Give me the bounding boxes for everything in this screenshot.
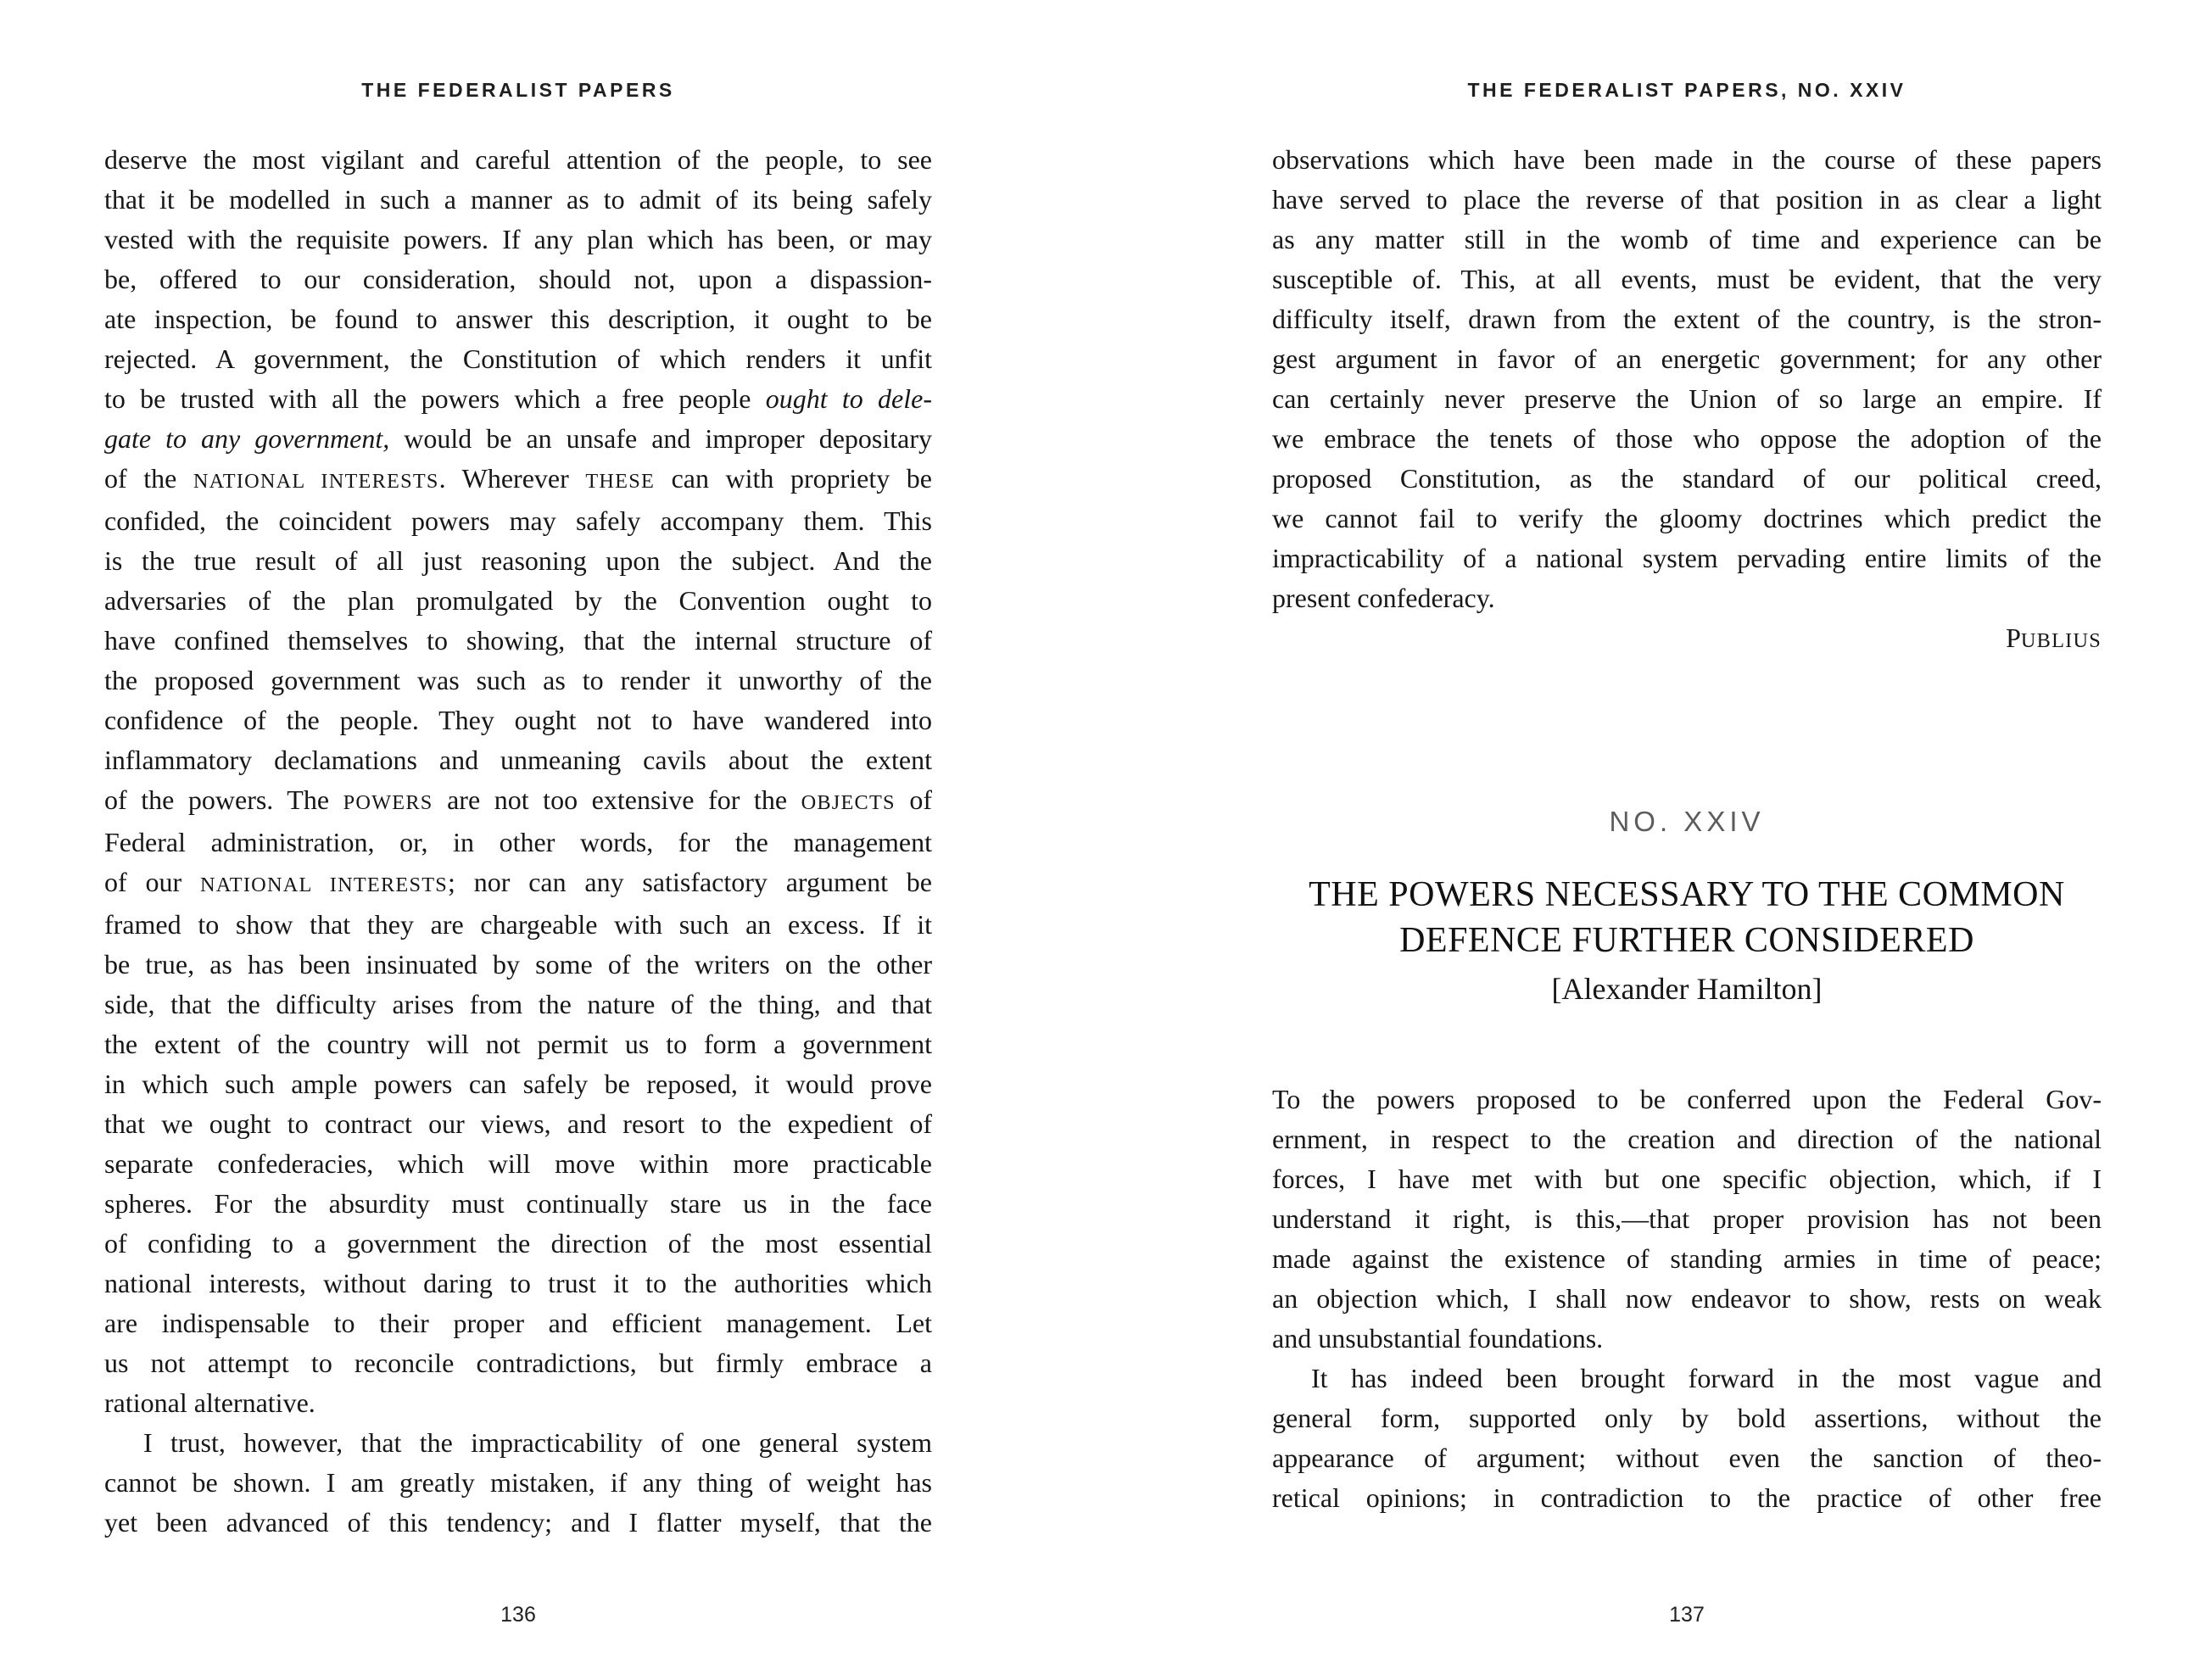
text-line	[104, 945, 932, 985]
text-segment: impracticability of a national system pervading entire limits of the	[1272, 543, 2102, 573]
text-segment: of confiding to a government the direction of the most essential	[104, 1228, 932, 1259]
text-segment: ernment, in respect to the creation and direction of the national	[1272, 1124, 2102, 1154]
text-line	[104, 700, 932, 740]
text-segment: we cannot fail to verify the gloomy doctrines which predict the	[1272, 503, 2102, 533]
text-line	[104, 1024, 932, 1064]
text-line	[1272, 1279, 2102, 1319]
text-segment: deserve the most vigilant and careful attention of the people, to see	[104, 144, 932, 175]
text-segment: be true, as has been insinuated by some of the writers on the other	[104, 949, 932, 980]
text-line	[104, 1423, 932, 1463]
text-segment: P	[2006, 622, 2021, 653]
text-segment: proposed Constitution, as the standard of our political creed,	[1272, 463, 2102, 494]
text-line	[1272, 140, 2102, 180]
text-line	[104, 1224, 932, 1264]
text-line	[104, 220, 932, 260]
text-segment: can with propriety be	[655, 463, 933, 494]
text-line	[104, 419, 932, 459]
text-line	[104, 1383, 932, 1423]
text-segment: To the powers proposed to be conferred upon the Federal Gov-	[1272, 1084, 2102, 1114]
text-segment: us not attempt to reconcile contradictions, but firmly embrace a	[104, 1348, 932, 1378]
smallcaps-segment: NATIONAL INTERESTS	[193, 470, 439, 493]
text-line	[104, 985, 932, 1024]
text-line	[104, 379, 932, 419]
text-line	[104, 140, 932, 180]
text-segment: inflammatory declamations and unmeaning cavils about the extent	[104, 745, 932, 775]
text-segment: It has indeed been brought forward in the most vague and	[1311, 1363, 2102, 1393]
text-line	[104, 299, 932, 339]
text-line	[1272, 1199, 2102, 1239]
text-line	[1272, 260, 2102, 299]
text-line	[1272, 499, 2102, 539]
text-line	[1272, 1319, 2102, 1359]
text-line	[104, 459, 932, 501]
text-segment: of our	[104, 867, 200, 897]
text-segment: susceptible of. This, at all events, must be evident, that the very	[1272, 264, 2102, 294]
text-segment: observations which have been made in the course of these papers	[1272, 144, 2102, 175]
text-segment: vested with the requisite powers. If any plan which has been, or may	[104, 224, 932, 254]
text-line	[1272, 220, 2102, 260]
text-line	[1272, 1438, 2102, 1478]
smallcaps-segment: OBJECTS	[801, 791, 896, 814]
text-line	[1272, 299, 2102, 339]
text-segment: in which such ample powers can safely be reposed, it would prove	[104, 1069, 932, 1099]
text-line	[104, 1503, 932, 1543]
chapter-number: NO. XXIV	[1609, 806, 1765, 837]
text-segment: that we ought to contract our views, and resort to the expedient of	[104, 1108, 932, 1139]
text-segment: ; nor can any satisfactory argument be	[448, 867, 933, 897]
text-line	[104, 581, 932, 621]
text-line	[104, 740, 932, 780]
text-segment: have confined themselves to showing, that the internal structure of	[104, 625, 932, 656]
text-line	[104, 823, 932, 862]
text-segment: present confederacy.	[1272, 583, 1495, 613]
smallcaps-segment: THESE	[585, 470, 656, 493]
text-line	[1272, 459, 2102, 499]
right-page-opening-body	[1272, 1080, 2102, 1518]
text-segment: framed to show that they are chargeable with such an excess. If it	[104, 909, 932, 940]
chapter-title-line-1: THE POWERS NECESSARY TO THE COMMON	[1309, 875, 2065, 914]
text-segment: are indispensable to their proper and efficient management. Let	[104, 1308, 932, 1338]
text-segment: be, offered to our consideration, should not, upon a dispassion-	[104, 264, 932, 294]
text-segment: gest argument in favor of an energetic government; for any other	[1272, 343, 2102, 374]
text-line	[1272, 419, 2102, 459]
text-segment: . Wherever	[438, 463, 586, 494]
text-line	[1272, 578, 2102, 618]
smallcaps-segment: NATIONAL INTERESTS	[199, 873, 449, 896]
text-line	[104, 1184, 932, 1224]
text-segment: are not too extensive for the	[433, 784, 801, 815]
text-segment: made against the existence of standing armies in time of peace;	[1272, 1243, 2102, 1274]
text-line	[104, 905, 932, 945]
text-segment: can certainly never preserve the Union of so large an empire. If	[1272, 383, 2102, 414]
text-line	[1272, 379, 2102, 419]
text-segment: cannot be shown. I am greatly mistaken, if any thing of weight has	[104, 1467, 932, 1498]
text-line	[104, 1064, 932, 1104]
chapter-author: [Alexander Hamilton]	[1551, 972, 1823, 1006]
text-segment: rejected. A government, the Constitution of which renders it unfit	[104, 343, 932, 374]
text-segment: an objection which, I shall now endeavor to show, rests on weak	[1272, 1283, 2102, 1314]
left-page-body	[104, 140, 932, 1543]
text-line	[1272, 1359, 2102, 1398]
text-segment: understand it right, is this,—that proper provision has not been	[1272, 1203, 2102, 1234]
text-line	[104, 1343, 932, 1383]
text-segment: retical opinions; in contradiction to the practice of other free	[1272, 1482, 2102, 1513]
left-running-head: THE FEDERALIST PAPERS	[361, 79, 675, 101]
text-segment: separate confederacies, which will move within more practicable	[104, 1148, 932, 1179]
text-segment: forces, I have met with but one specific objection, which, if I	[1272, 1164, 2102, 1194]
left-page-number: 136	[500, 1603, 536, 1627]
text-line	[1272, 1080, 2102, 1119]
text-line	[104, 621, 932, 661]
italic-segment: ought to dele-	[765, 383, 933, 414]
text-line	[1272, 618, 2102, 661]
text-segment: that it be modelled in such a manner as to admit of its being safely	[104, 184, 932, 215]
right-page-number: 137	[1669, 1603, 1705, 1627]
text-line	[104, 1264, 932, 1303]
text-line	[104, 1303, 932, 1343]
text-segment: national interests, without daring to trust it to the authorities which	[104, 1268, 932, 1298]
text-segment: of the	[104, 463, 193, 494]
italic-segment: gate to any government,	[104, 423, 390, 454]
text-line	[104, 260, 932, 299]
text-line	[104, 1104, 932, 1144]
text-segment: I trust, however, that the impracticability of one general system	[143, 1427, 932, 1458]
text-line	[1272, 339, 2102, 379]
text-segment: confided, the coincident powers may safely accompany them. This	[104, 505, 932, 536]
chapter-title	[1272, 872, 2102, 963]
text-line	[104, 339, 932, 379]
smallcaps-segment: POWERS	[343, 791, 433, 814]
text-line	[1272, 539, 2102, 578]
text-segment: would be an unsafe and improper depositary	[389, 423, 933, 454]
text-segment: yet been advanced of this tendency; and I flatter myself, that the	[104, 1507, 932, 1538]
text-segment: general form, supported only by bold assertions, without the	[1272, 1403, 2102, 1433]
text-line	[1272, 1119, 2102, 1159]
text-segment: of the powers. The	[104, 784, 343, 815]
right-page-continuation	[1272, 140, 2102, 661]
text-line	[104, 501, 932, 541]
text-segment: adversaries of the plan promulgated by the Convention ought to	[104, 585, 932, 616]
text-line	[1272, 1239, 2102, 1279]
text-segment: difficulty itself, drawn from the extent of the country, is the stron-	[1272, 304, 2102, 334]
text-line	[104, 541, 932, 581]
text-line	[1272, 180, 2102, 220]
text-segment: as any matter still in the womb of time and experience can be	[1272, 224, 2102, 254]
text-segment: spheres. For the absurdity must continually stare us in the face	[104, 1188, 932, 1219]
text-segment: rational alternative.	[104, 1387, 315, 1418]
text-segment: have served to place the reverse of that position in as clear a light	[1272, 184, 2102, 215]
chapter-title-line-2: DEFENCE FURTHER CONSIDERED	[1399, 921, 1974, 960]
text-line	[1272, 1478, 2102, 1518]
text-segment: the proposed government was such as to render it unworthy of the	[104, 665, 932, 695]
text-line	[104, 1463, 932, 1503]
text-segment: to be trusted with all the powers which a free people	[104, 383, 766, 414]
text-segment: the extent of the country will not permit us to form a government	[104, 1029, 932, 1059]
text-segment: ate inspection, be found to answer this description, it ought to be	[104, 304, 932, 334]
text-line	[104, 661, 932, 700]
text-line	[104, 862, 932, 905]
text-line	[104, 1144, 932, 1184]
text-line	[1272, 1159, 2102, 1199]
text-line	[104, 780, 932, 823]
text-segment: confidence of the people. They ought not to have wandered into	[104, 705, 932, 735]
text-segment: we embrace the tenets of those who oppose the adoption of the	[1272, 423, 2102, 454]
text-line	[104, 180, 932, 220]
text-segment: and unsubstantial foundations.	[1272, 1323, 1604, 1353]
text-line	[1272, 1398, 2102, 1438]
text-segment: Federal administration, or, in other words, for the management	[104, 827, 932, 857]
text-segment: side, that the difficulty arises from the nature of the thing, and that	[104, 989, 932, 1019]
smallcaps-segment: UBLIUS	[2020, 629, 2102, 652]
text-segment: appearance of argument; without even the sanction of theo-	[1272, 1443, 2102, 1473]
text-segment: of	[895, 784, 933, 815]
text-segment: is the true result of all just reasoning upon the subject. And the	[104, 545, 932, 576]
right-running-head: THE FEDERALIST PAPERS, NO. XXIV	[1467, 79, 1906, 101]
